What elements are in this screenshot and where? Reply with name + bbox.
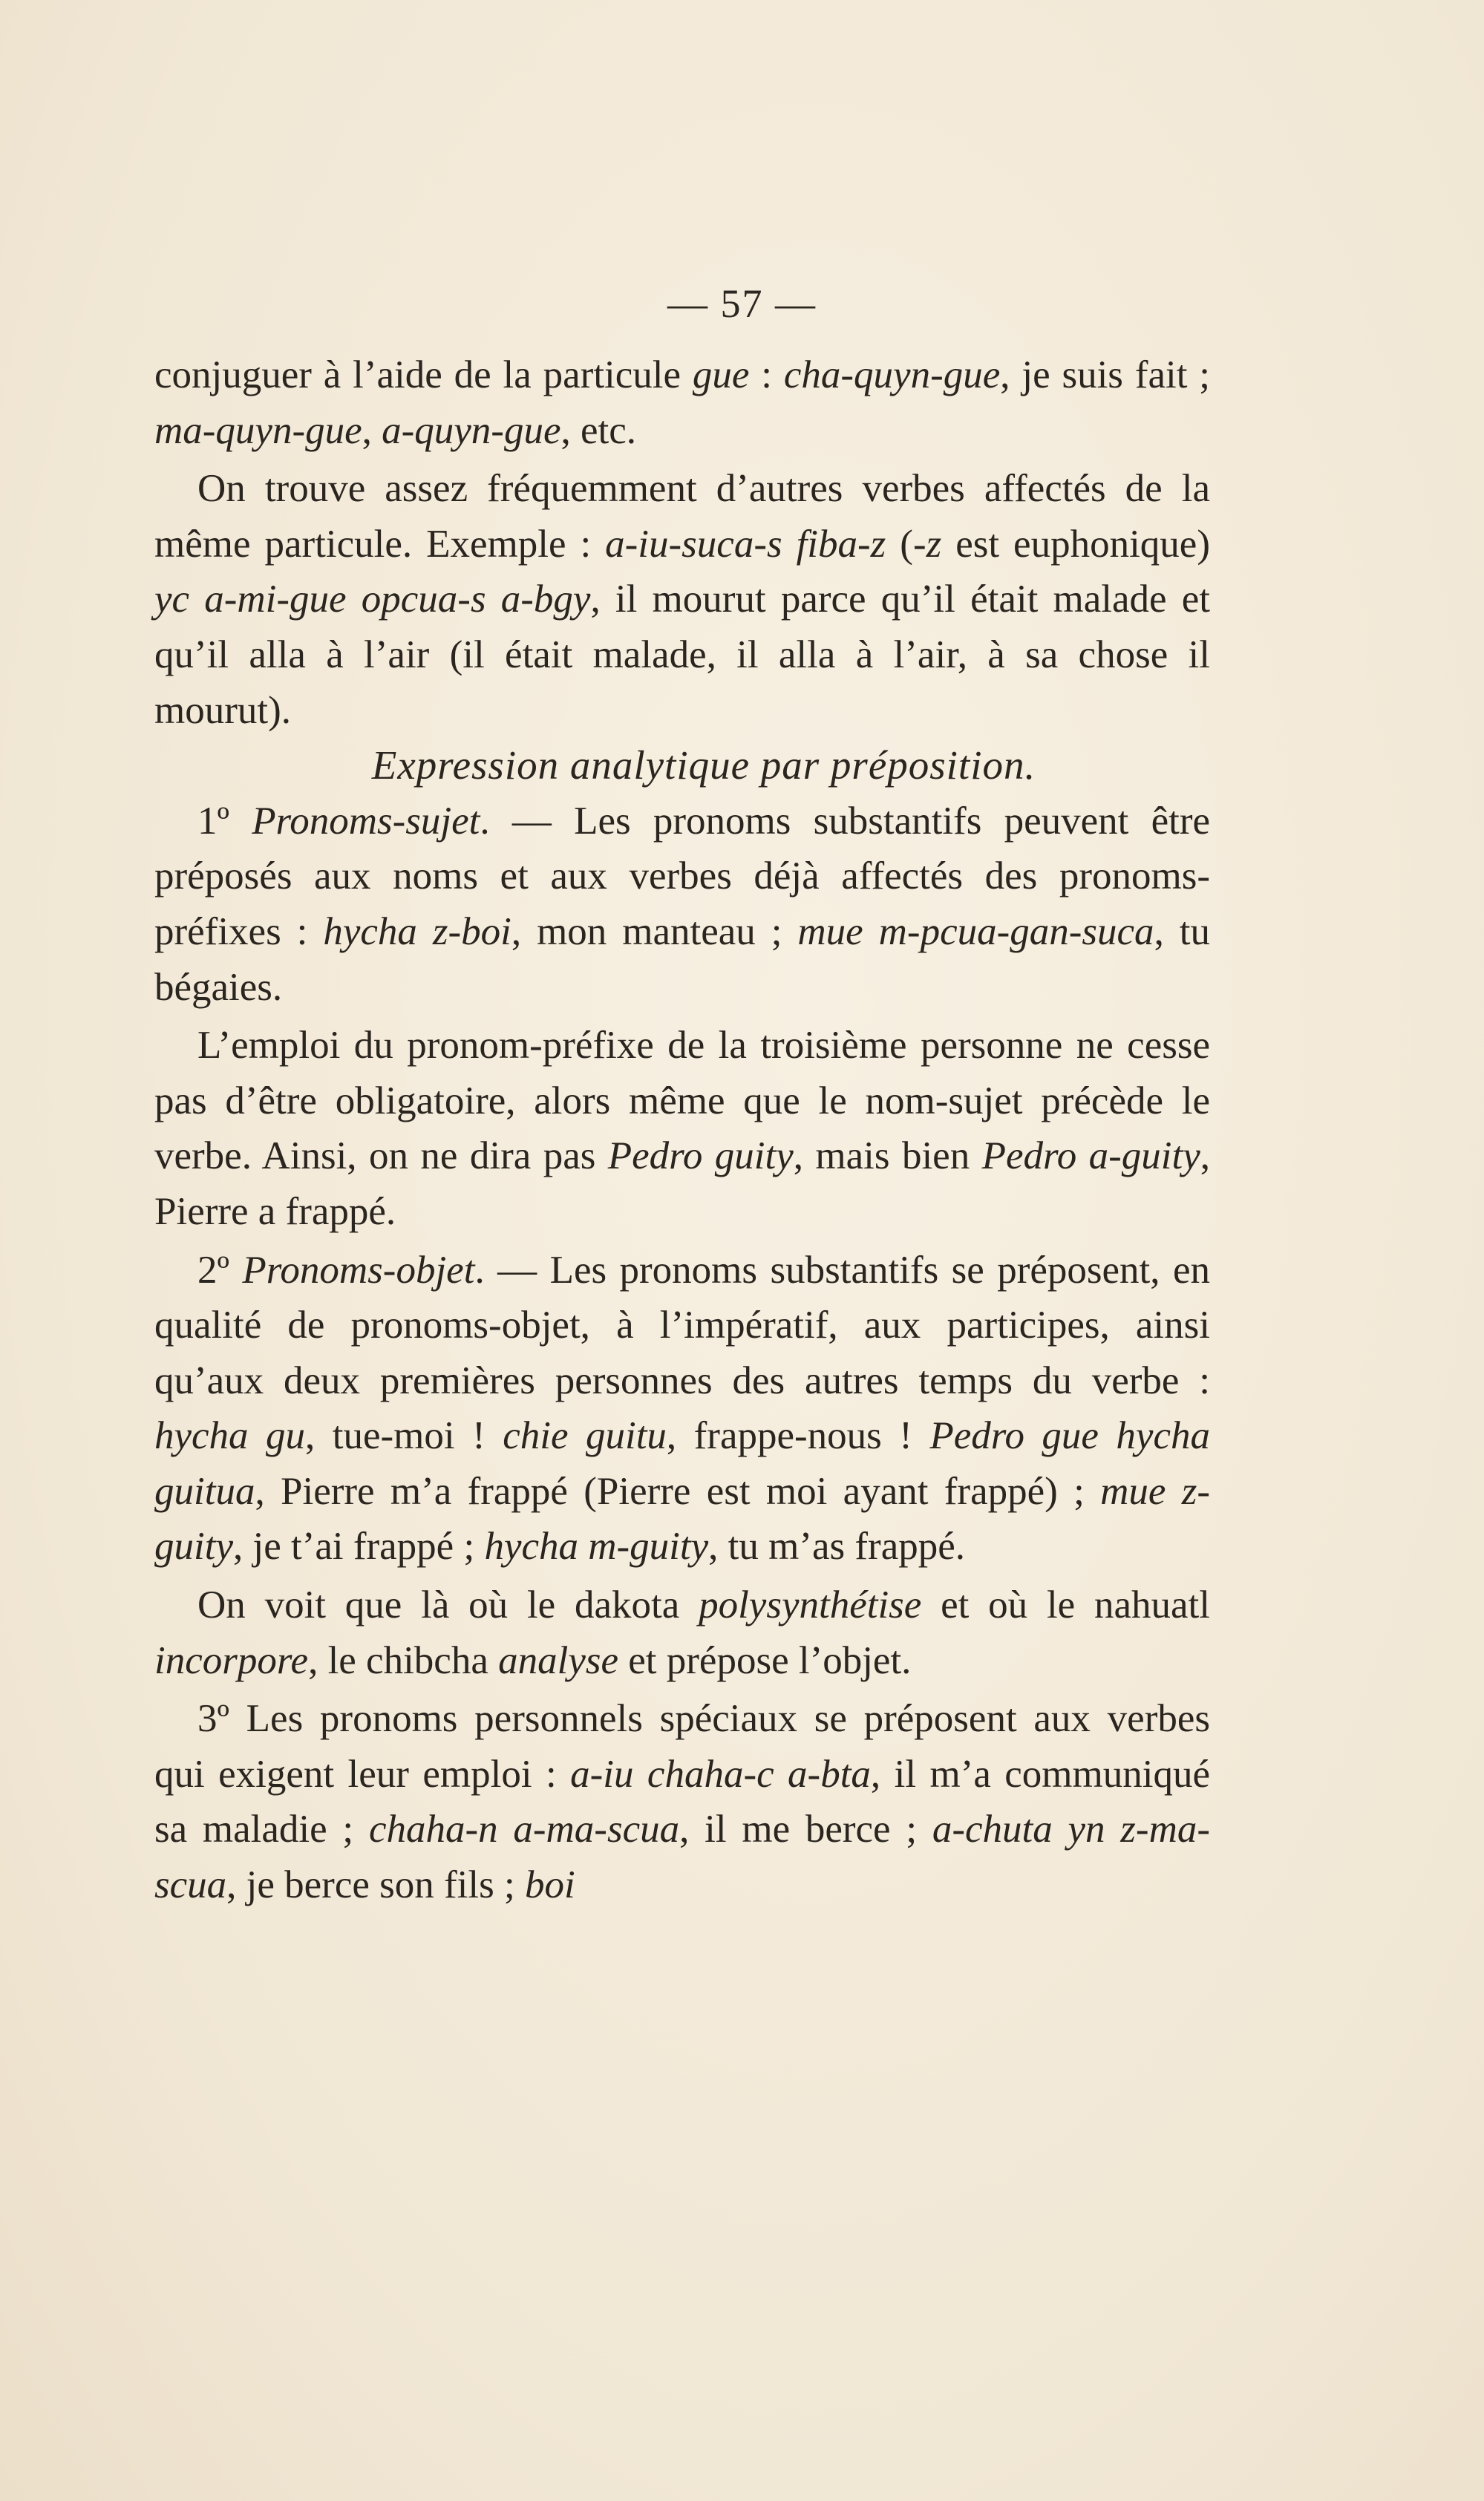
paragraph-7 bbox=[154, 1691, 1210, 1912]
italic-term: analyse bbox=[498, 1638, 619, 1682]
italic-term: incorpore bbox=[154, 1638, 309, 1682]
text-run: . — Les pronoms substantifs peuvent être préposés aux noms et aux verbes déjà affectés des pronoms-préfixes : bbox=[154, 799, 1211, 953]
italic-term: hycha z-boi bbox=[323, 909, 511, 953]
paragraph-4 bbox=[154, 1018, 1210, 1239]
text-run: , il m’a communiqué sa maladie ; bbox=[154, 1752, 1210, 1851]
text-run: , tu m’as frappé. bbox=[708, 1525, 965, 1569]
section-heading bbox=[154, 738, 1210, 794]
text-run: et où le nahuatl bbox=[921, 1583, 1210, 1627]
text-run: (- bbox=[886, 522, 926, 566]
text-run: conjuguer à l’aide de la particule bbox=[154, 353, 693, 396]
text-run: , tue-moi ! bbox=[305, 1414, 503, 1458]
italic-term: mue z-guity bbox=[154, 1469, 1210, 1569]
paragraph-2 bbox=[154, 461, 1210, 738]
italic-term: Pedro gue hycha guitua bbox=[154, 1414, 1210, 1513]
italic-term: hycha m-guity bbox=[484, 1525, 709, 1569]
italic-term: chaha-n a-ma-scua bbox=[368, 1808, 680, 1851]
text-run: , Pierre m’a frappé (Pierre est moi ayant frappé) ; bbox=[255, 1469, 1101, 1513]
italic-term: Pronoms-objet bbox=[242, 1248, 475, 1292]
text-run: On trouve assez fréquemment d’autres verbes affectés de la même particule. Exemple : bbox=[154, 467, 1210, 566]
italic-term: a-iu chaha-c a-bta bbox=[570, 1752, 871, 1796]
italic-term: a-iu-suca-s fiba-z bbox=[605, 522, 886, 566]
text-run: : bbox=[749, 353, 784, 396]
text-run: 2º bbox=[197, 1248, 243, 1292]
italic-term: gue bbox=[692, 353, 750, 396]
paragraph-6 bbox=[154, 1578, 1210, 1688]
text-run: , mon manteau ; bbox=[511, 909, 798, 953]
italic-term: mue m-pcua-gan-suca bbox=[797, 909, 1154, 953]
italic-term: yc a-mi-gue opcua-s a-bgy bbox=[154, 578, 591, 621]
text-run: , il me berce ; bbox=[679, 1808, 932, 1851]
text-run: . — Les pronoms substantifs se préposent, en qualité de pronoms-objet, à l’impératif, aux participes, ainsi qu’aux deux premières personnes des autres temps du verbe : bbox=[154, 1248, 1210, 1402]
italic-term: cha-quyn-gue bbox=[783, 353, 1001, 396]
text-run: , Pierre a frappé. bbox=[154, 1134, 1211, 1233]
paragraph-5 bbox=[154, 1243, 1210, 1575]
text-run: 1º bbox=[197, 799, 252, 843]
page-body bbox=[154, 347, 1210, 1913]
italic-term: Pedro a-guity bbox=[981, 1134, 1200, 1178]
italic-term: Pronoms-sujet bbox=[252, 799, 480, 843]
text-run: , le chibcha bbox=[308, 1638, 499, 1682]
paragraph-3 bbox=[154, 794, 1210, 1015]
text-run: , il mourut parce qu’il était malade et qu’il alla à l’air (il était malade, il alla à l’air, à sa chose il mourut). bbox=[154, 578, 1210, 732]
text-run: , je t’ai frappé ; bbox=[232, 1525, 485, 1569]
text-run: , je berce son fils ; bbox=[226, 1863, 525, 1907]
italic-term: chie guitu bbox=[503, 1414, 667, 1458]
text-run: 3º Les pronoms personnels spéciaux se préposent aux verbes qui exigent leur emploi : bbox=[154, 1697, 1210, 1796]
italic-term: boi bbox=[524, 1863, 575, 1907]
italic-term: Pedro guity bbox=[607, 1134, 794, 1178]
text-run: On voit que là où le dakota bbox=[197, 1583, 699, 1627]
paragraph-1 bbox=[154, 347, 1210, 458]
text-run: L’emploi du pronom-préfixe de la troisième personne ne cesse pas d’être obligatoire, alors même que le nom-sujet précède le verbe. Ainsi, on ne dira pas bbox=[154, 1024, 1210, 1178]
italic-term: ma-quyn-gue bbox=[154, 408, 362, 452]
italic-term: polysynthétise bbox=[699, 1583, 922, 1627]
text-run: , tu bégaies. bbox=[154, 909, 1210, 1009]
italic-term: a-quyn-gue bbox=[382, 408, 561, 452]
text-run: , je suis fait ; bbox=[1000, 353, 1210, 396]
text-run: , frappe-nous ! bbox=[666, 1414, 930, 1458]
italic-term: a-chuta yn z-ma-scua bbox=[154, 1808, 1210, 1907]
page-number: — 57 — bbox=[667, 281, 817, 326]
text-run: est euphonique) bbox=[941, 522, 1210, 566]
italic-term: hycha gu bbox=[154, 1414, 306, 1458]
text-run: , mais bien bbox=[793, 1134, 982, 1178]
text-run: , bbox=[362, 408, 382, 452]
italic-term: z bbox=[926, 522, 942, 566]
text-run: Expression analytique par préposition. bbox=[371, 742, 1036, 788]
text-run: et prépose l’objet. bbox=[618, 1638, 912, 1682]
text-run: , etc. bbox=[560, 408, 637, 452]
